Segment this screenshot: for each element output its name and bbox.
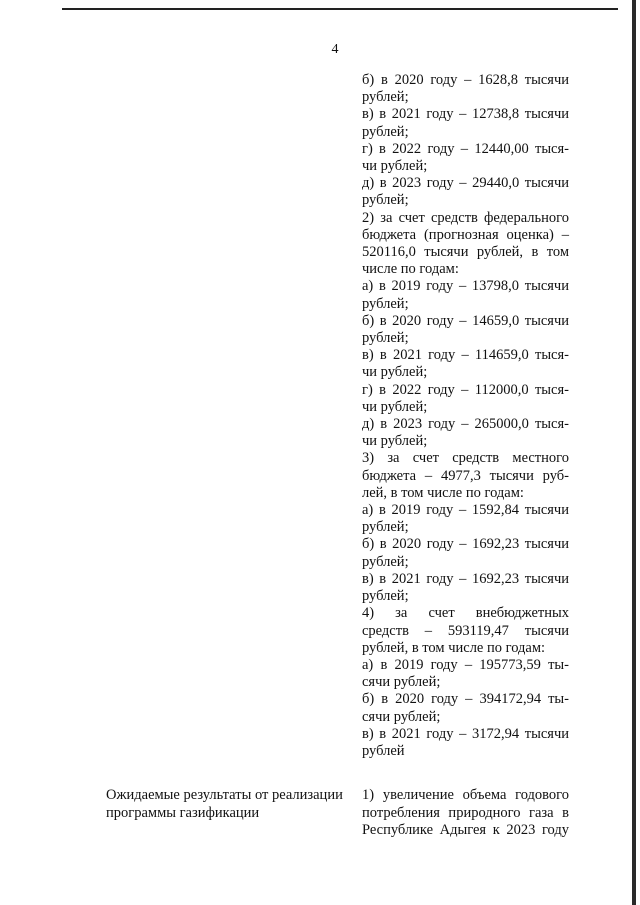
text-line: д) в 2023 году – 29440,0 тысячи <box>362 175 569 192</box>
text-line: 4) за счет внебюджетных <box>362 605 569 622</box>
text-line: рублей <box>362 742 405 759</box>
text-line: чи рублей; <box>362 364 428 381</box>
funding-sources-text <box>362 72 569 760</box>
text-line: рублей; <box>362 588 409 605</box>
text-line: бюджета (прогнозная оценка) – <box>362 226 569 243</box>
text-line: б) в 2020 году – 394172,94 ты- <box>362 691 569 708</box>
text-line: б) в 2020 году – 1692,23 тысячи <box>362 536 569 553</box>
text-line: рублей; <box>362 330 409 347</box>
text-line: в) в 2021 году – 1692,23 тысячи <box>362 570 569 587</box>
text-line: б) в 2020 году – 14659,0 тысячи <box>362 312 569 329</box>
text-line: сячи рублей; <box>362 708 441 725</box>
text-line: 3) за счет средств местного <box>362 450 569 467</box>
text-line: б) в 2020 году – 1628,8 тысячи <box>362 72 569 88</box>
text-line: рублей; <box>362 295 409 312</box>
text-line: чи рублей; <box>362 158 428 175</box>
text-line: потребления природного газа в <box>362 804 569 821</box>
text-line: в) в 2021 году – 114659,0 тыся- <box>362 347 569 364</box>
text-line: 2) за счет средств федерального <box>362 209 569 226</box>
text-line: г) в 2022 году – 112000,0 тыся- <box>362 381 569 398</box>
text-line: бюджета – 4977,3 тысячи руб- <box>362 467 569 484</box>
text-line: д) в 2023 году – 265000,0 тыся- <box>362 416 569 433</box>
text-line: чи рублей; <box>362 398 428 415</box>
page-number: 4 <box>331 42 339 57</box>
label-line: программы газификации <box>106 804 260 821</box>
text-line: сячи рублей; <box>362 674 441 691</box>
text-line: рублей, в том числе по годам: <box>362 639 546 656</box>
text-line: а) в 2019 году – 1592,84 тысячи <box>362 502 569 519</box>
text-line: г) в 2022 году – 12440,00 тыся- <box>362 140 569 157</box>
text-line: 1) увеличение объема годового <box>362 787 569 803</box>
text-line: в) в 2021 году – 3172,94 тысячи <box>362 725 569 742</box>
text-line: рублей; <box>362 192 409 209</box>
text-line: числе по годам: <box>362 261 459 278</box>
text-line: рублей; <box>362 553 409 570</box>
text-line: лей, в том числе по годам: <box>362 484 524 501</box>
text-line: в) в 2021 году – 12738,8 тысячи <box>362 106 569 123</box>
text-line: средств – 593119,47 тысячи <box>362 622 569 639</box>
label-line: Ожидаемые результаты от реализации <box>106 787 343 803</box>
text-line: Республике Адыгея к 2023 году <box>362 822 569 839</box>
text-line: а) в 2019 году – 13798,0 тысячи <box>362 278 569 295</box>
text-line: 520116,0 тысячи рублей, в том <box>362 244 569 261</box>
text-line: рублей; <box>362 519 409 536</box>
text-line: а) в 2019 году – 195773,59 ты- <box>362 656 569 673</box>
text-line: чи рублей; <box>362 433 428 450</box>
expected-results-label <box>106 787 356 822</box>
text-line: рублей; <box>362 123 409 140</box>
text-line: рублей; <box>362 89 409 106</box>
expected-results-text <box>362 787 569 840</box>
top-border-line <box>62 8 618 10</box>
scan-edge <box>632 0 636 905</box>
